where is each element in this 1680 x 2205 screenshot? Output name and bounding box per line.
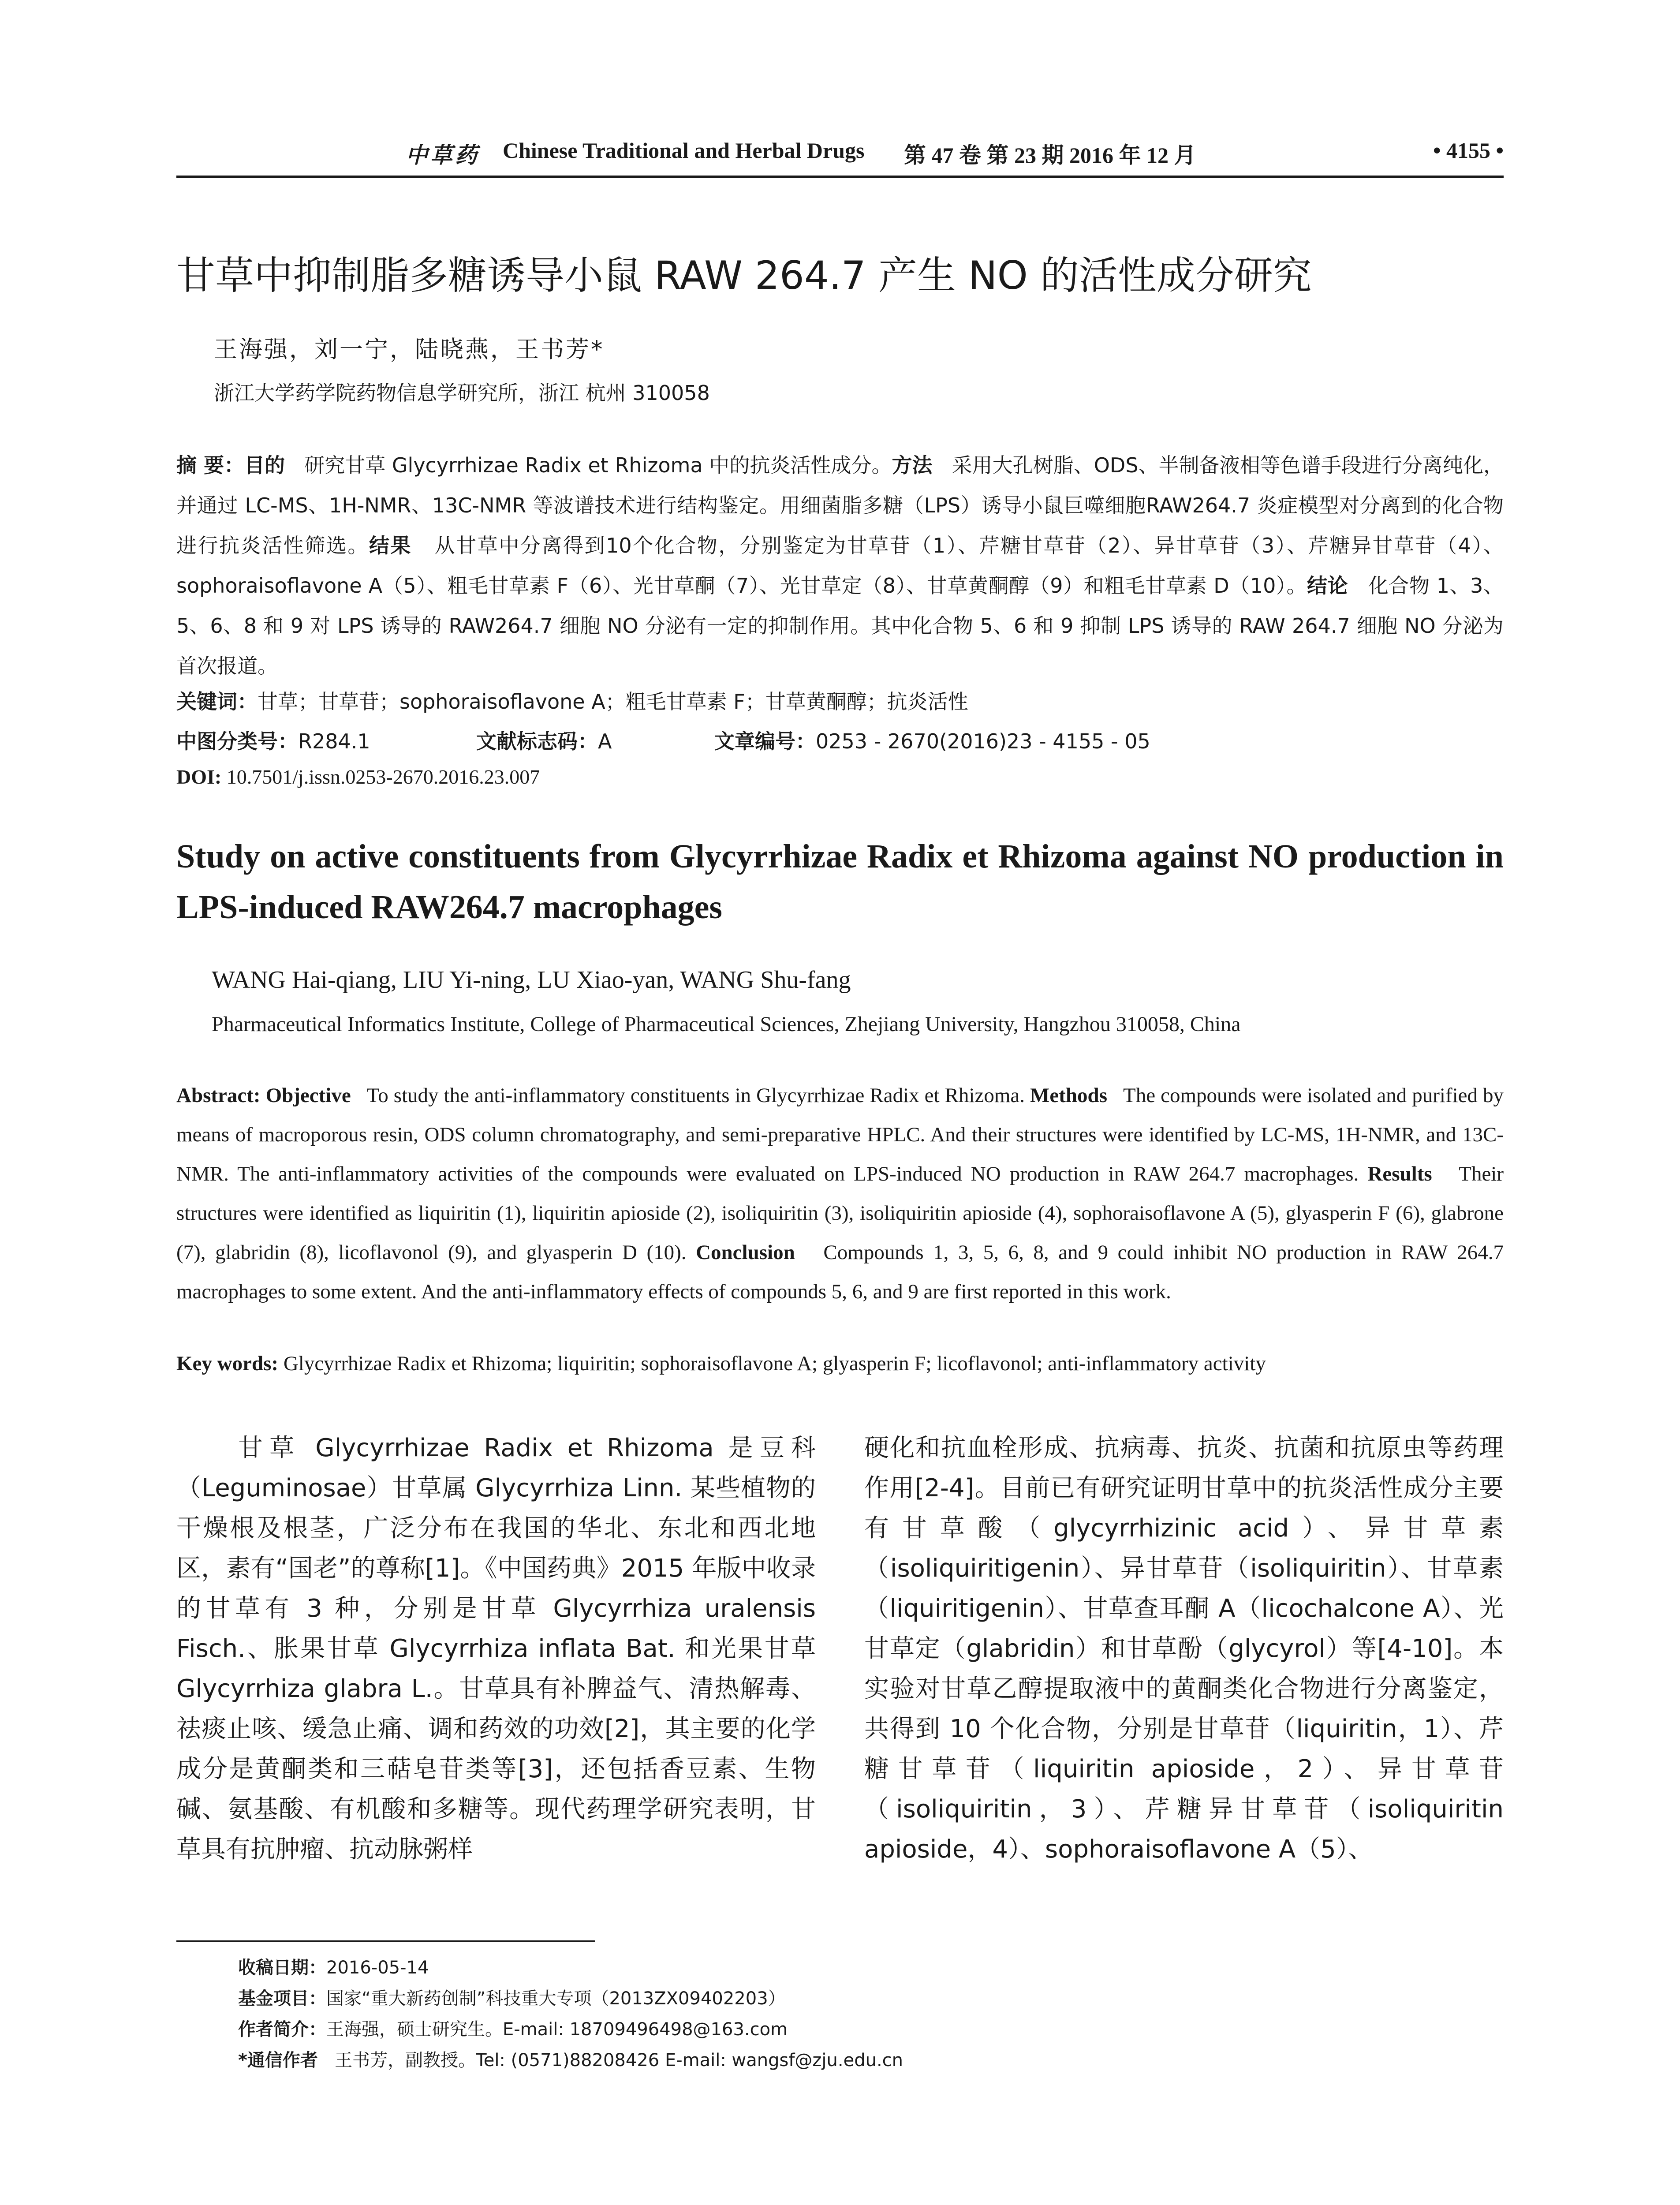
- body-column-right: 硬化和抗血栓形成、抗病毒、抗炎、抗菌和抗原虫等药理作用[2-4]。目前已有研究证明甘草中的抗炎活性成分主要有甘草酸（glycyrrhizinic acid）、异甘草素（isoliquiritigenin）、异甘草苷（isoliquiritin）、甘草素（liquiritigenin）、甘草查耳酮 A（licochalcone A）、光甘草定（glabridin）和甘草酚（glycyrol）等[4-10]。本实验对甘草乙醇提取液中的黄酮类化合物进行分离鉴定，共得到 10 个化合物，分别是甘草苷（liquiritin，1）、芹糖甘草苷（liquiritin apioside，2）、异甘草苷（isoliquiritin，3）、芹糖异甘草苷（isoliquiritin apioside，4）、sophoraisoflavone A（5）、: [864, 1434, 1504, 1864]
- abstract-cn-results-label: 结果: [369, 534, 412, 557]
- abstract-en-results-label: Results: [1367, 1162, 1432, 1185]
- abstract-en-methods-label: Methods: [1030, 1084, 1107, 1107]
- abstract-cn-label: 摘 要：: [176, 453, 245, 477]
- abstract-en-objective: To study the anti-inflammatory constituents in Glycyrrhizae Radix et Rhizoma.: [366, 1084, 1025, 1107]
- article-title-cn: 甘草中抑制脂多糖诱导小鼠 RAW 264.7 产生 NO 的活性成分研究: [176, 253, 1312, 298]
- keywords-en: [176, 1352, 1266, 1375]
- abstract-cn-methods: 采用大孔树脂、ODS、半制备液相等色谱手段进行分离纯化，并通过 LC-MS、1H-NMR、13C-NMR 等波谱技术进行结构鉴定。用细菌脂多糖（LPS）诱导小鼠巨噬细胞RAW264.7 炎症模型对分离到的化合物进行抗炎活性筛选。: [176, 453, 1504, 557]
- article-title-en: Study on active constituents from Glycyrrhizae Radix et Rhizoma against NO production in LPS-induced RAW264.7 macrophages: [176, 838, 1504, 926]
- clc-label: 中图分类号：: [176, 729, 298, 753]
- article-number-label: 文章编号：: [714, 729, 816, 753]
- abstract-cn-objective: 研究甘草 Glycyrrhizae Radix et Rhizoma 中的抗炎活性成分。: [304, 453, 892, 477]
- footnote-received: [238, 1954, 429, 1979]
- doc-code: A: [598, 729, 612, 753]
- abstract-cn-objective-label: 目的: [244, 453, 285, 477]
- running-header: [176, 138, 1504, 173]
- fund-text: 国家“重大新药创制”科技重大专项（2013ZX09402203）: [326, 1988, 786, 2009]
- abstract-cn: [176, 445, 1504, 686]
- doi-label: DOI:: [176, 766, 222, 788]
- doi-line: [176, 765, 540, 789]
- footnote-author: [238, 2015, 788, 2041]
- received-label: 收稿日期：: [238, 1958, 326, 1978]
- journal-issue: 第 47 卷 第 23 期 2016 年 12 月: [904, 143, 1196, 168]
- received-date: 2016-05-14: [326, 1958, 429, 1978]
- authors-cn: 王海强，刘一宁，陆晓燕，王书芳*: [214, 336, 605, 363]
- authors-en: WANG Hai-qiang, LIU Yi-ning, LU Xiao-yan, WANG Shu-fang: [212, 966, 851, 994]
- abstract-cn-results: 从甘草中分离得到10个化合物，分别鉴定为甘草苷（1）、芹糖甘草苷（2）、异甘草苷（3）、芹糖异甘草苷（4）、sophoraisoflavone A（5）、粗毛甘草素 F（6）、光甘草酮（7）、光甘草定（8）、甘草黄酮醇（9）和粗毛甘草素 D（10）。: [176, 534, 1504, 598]
- doi-value: 10.7501/j.issn.0253-2670.2016.23.007: [226, 766, 540, 788]
- footnote-rule: [176, 1940, 595, 1942]
- footnote-funding: [238, 1984, 786, 2010]
- author-bio-label: 作者简介：: [238, 2019, 326, 2040]
- keywords-cn-text: 甘草；甘草苷；sophoraisoflavone A；粗毛甘草素 F；甘草黄酮醇；抗炎活性: [258, 690, 968, 714]
- fund-label: 基金项目：: [238, 1988, 326, 2009]
- footnote-corresponding: [238, 2046, 903, 2071]
- affiliation-cn: 浙江大学药学院药物信息学研究所，浙江 杭州 310058: [214, 381, 710, 405]
- abstract-cn-conclusion-label: 结论: [1307, 574, 1348, 598]
- article-number: 0253 - 2670(2016)23 - 4155 - 05: [816, 729, 1150, 753]
- doc-code-label: 文献标志码：: [476, 729, 598, 753]
- body-column-left: 甘草 Glycyrrhizae Radix et Rhizoma 是豆科（Leguminosae）甘草属 Glycyrrhiza Linn. 某些植物的干燥根及根茎，广泛分布在我国的华北、东北和西北地区，素有“国老”的尊称[1]。《中国药典》2015 年版中收录的甘草有 3 种，分别是甘草 Glycyrrhiza uralensis Fisch.、胀果甘草 Glycyrrhiza inflata Bat. 和光果甘草 Glycyrrhiza glabra L.。甘草具有补脾益气、清热解毒、祛痰止咳、缓急止痛、调和药效的功效[2]，其主要的化学成分是黄酮类和三萜皂苷类等[3]，还包括香豆素、生物碱、氨基酸、有机酸和多糖等。现代药理学研究表明，甘草具有抗肿瘤、抗动脉粥样: [176, 1434, 816, 1864]
- abstract-en-conclusion-label: Conclusion: [696, 1241, 795, 1264]
- journal-name-cn: 中草药: [406, 142, 480, 168]
- corresponding-label: *通信作者: [238, 2050, 318, 2070]
- header-rule: [176, 176, 1504, 178]
- keywords-en-label: Key words:: [176, 1352, 279, 1375]
- author-bio-text: 王海强，硕士研究生。E-mail: 18709496498@163.com: [326, 2019, 788, 2040]
- abstract-en-objective-label: Objective: [265, 1084, 351, 1107]
- abstract-cn-methods-label: 方法: [892, 453, 933, 477]
- abstract-cn-conclusion: 化合物 1、3、5、6、8 和 9 对 LPS 诱导的 RAW264.7 细胞 NO 分泌有一定的抑制作用。其中化合物 5、6 和 9 抑制 LPS 诱导的 RAW 264.7 细胞 NO 分泌为首次报道。: [176, 574, 1504, 678]
- keywords-cn: [176, 686, 968, 715]
- abstract-en-label: Abstract:: [176, 1084, 261, 1107]
- abstract-en-results: Their structures were identified as liquiritin (1), liquiritin apioside (2), isoliquiritin (3), isoliquiritin apioside (4), sophoraisoflavone A (5), glyasperin F (6), glabrone (7), glabridin (8), licoflavonol (9), and glyasperin D (10).: [176, 1162, 1504, 1264]
- affiliation-en: Pharmaceutical Informatics Institute, College of Pharmaceutical Sciences, Zhejiang University, Hangzhou 310058, China: [212, 1013, 1241, 1036]
- page-number: • 4155 •: [1433, 138, 1504, 163]
- keywords-en-text: Glycyrrhizae Radix et Rhizoma; liquiritin; sophoraisoflavone A; glyasperin F; licoflavonol; anti-inflammatory activity: [283, 1352, 1266, 1375]
- journal-name-en: Chinese Traditional and Herbal Drugs: [503, 138, 865, 163]
- abstract-en: [176, 1076, 1504, 1312]
- abstract-en-methods: The compounds were isolated and purified by means of macroporous resin, ODS column chromatography, and semi-preparative HPLC. And their structures were identified by LC-MS, 1H-NMR, and 13C-NMR. The anti-inflammatory activities of the compounds were evaluated on LPS-induced NO production in RAW 264.7 macrophages.: [176, 1084, 1504, 1185]
- keywords-cn-label: 关键词：: [176, 690, 258, 714]
- clc-code: R284.1: [298, 729, 370, 753]
- corresponding-text: 王书芳，副教授。Tel: (0571)88208426 E-mail: wangsf@zju.edu.cn: [335, 2050, 903, 2070]
- abstract-en-conclusion: Compounds 1, 3, 5, 6, 8, and 9 could inhibit NO production in RAW 264.7 macrophages to some extent. And the anti-inflammatory effects of compounds 5, 6, and 9 are first reported in this work.: [176, 1241, 1504, 1303]
- classification-line: [176, 725, 1150, 755]
